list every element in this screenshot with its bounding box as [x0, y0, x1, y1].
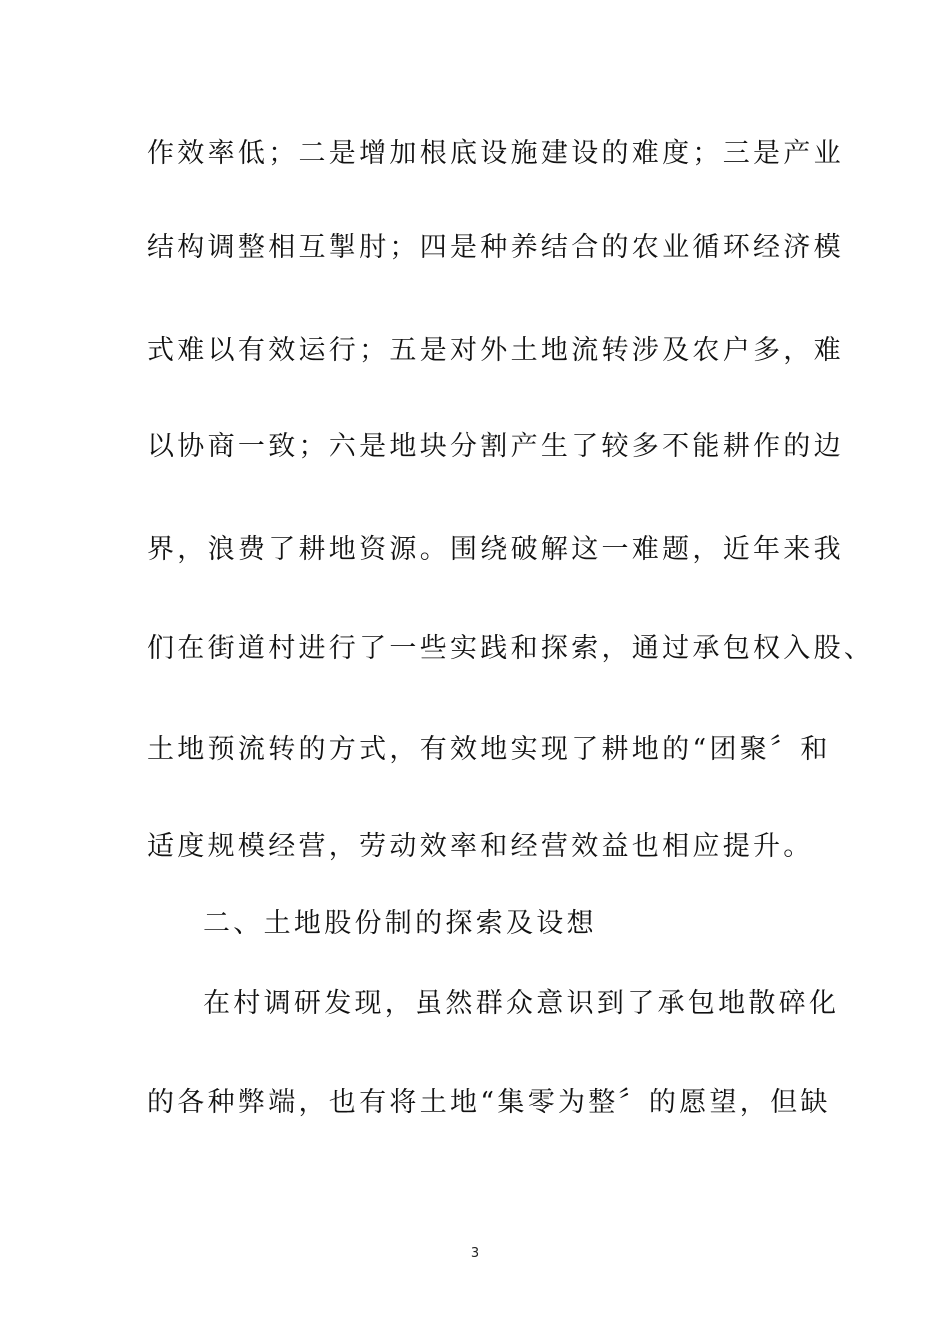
section-heading: 二、土地股份制的探索及设想 — [203, 908, 597, 939]
text-line: 作效率低；二是增加根底设施建设的难度；三是产业 — [147, 138, 844, 169]
page-number: 3 — [470, 1246, 480, 1261]
text-line: 式难以有效运行；五是对外土地流转涉及农户多，难 — [147, 335, 844, 366]
text-line: 界，浪费了耕地资源。围绕破解这一难题，近年来我 — [147, 534, 844, 565]
text-line: 以协商一致；六是地块分割产生了较多不能耕作的边 — [147, 431, 844, 462]
text-line: 适度规模经营，劳动效率和经营效益也相应提升。 — [147, 831, 814, 862]
text-line: 在村调研发现，虽然群众意识到了承包地散碎化 — [203, 988, 840, 1019]
text-line: 们在街道村进行了一些实践和探索，通过承包权入股、 — [147, 633, 875, 664]
text-line: 结构调整相互掣肘；四是种养结合的农业循环经济模 — [147, 232, 844, 263]
text-line: 的各种弊端，也有将土地“集零为整〞的愿望，但缺 — [147, 1087, 831, 1118]
text-line: 土地预流转的方式，有效地实现了耕地的“团聚〞和 — [147, 734, 831, 765]
